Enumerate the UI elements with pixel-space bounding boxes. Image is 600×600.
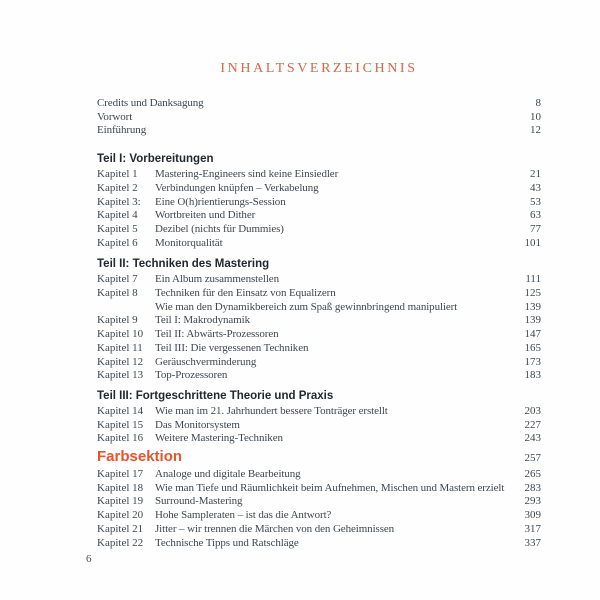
entry-page-number: 317	[524, 522, 541, 535]
chapter-title: Top-Prozessoren	[155, 369, 228, 382]
chapter-label: Kapitel 11	[97, 341, 143, 354]
chapter-title: Wie man im 21. Jahrhundert bessere Tonträger erstellt	[155, 404, 388, 417]
chapter-title: Wie man Tiefe und Räumlichkeit beim Aufnehmen, Mischen und Mastern erzielt	[155, 481, 505, 494]
toc-entry-row	[97, 468, 541, 482]
entry-page-number: 283	[524, 481, 541, 494]
chapter-label: Kapitel 21	[97, 522, 144, 535]
entry-page-number: 147	[524, 328, 541, 341]
toc-entry-row	[97, 111, 541, 125]
chapter-title: Techniken für den Einsatz von Equalizern	[155, 287, 336, 300]
chapter-title: Hohe Sampleraten – ist das die Antwort?	[155, 509, 332, 522]
entry-page-number: 309	[524, 509, 541, 522]
entry-page-number: 139	[524, 314, 541, 327]
chapter-label: Kapitel 12	[97, 355, 144, 368]
entry-title: Einführung	[97, 124, 147, 137]
toc-entry-row	[97, 237, 541, 251]
entry-page-number: 12	[530, 124, 541, 137]
entry-page-number: 293	[524, 495, 541, 508]
toc-entry-row	[97, 369, 541, 383]
entry-page-number: 21	[530, 168, 541, 181]
section-teil-3	[97, 389, 541, 446]
entry-page-number: 173	[524, 355, 541, 368]
chapter-label: Kapitel 9	[97, 314, 138, 327]
entry-page-number: 111	[525, 273, 541, 286]
chapter-label: Kapitel 19	[97, 495, 144, 508]
entry-page-number: 63	[530, 209, 541, 222]
chapter-title: Surround-Mastering	[155, 495, 243, 508]
toc-entry-row	[97, 509, 541, 523]
chapter-title: Wie man den Dynamikbereich zum Spaß gewinnbringend manipuliert	[155, 300, 458, 313]
toc-entry-row	[97, 97, 541, 111]
section-heading-farbsektion: Farbsektion	[97, 448, 183, 466]
entry-page-number: 101	[524, 236, 541, 249]
chapter-title: Ein Album zusammenstellen	[155, 273, 279, 286]
entry-page-number: 265	[524, 468, 541, 481]
entry-page-number: 77	[530, 222, 541, 235]
entry-page-number: 183	[524, 369, 541, 382]
entry-page-number: 165	[524, 341, 541, 354]
toc-entry-row	[97, 523, 541, 537]
chapter-label: Kapitel 3:	[97, 195, 141, 208]
chapter-label: Kapitel 7	[97, 273, 138, 286]
entry-page-number: 43	[530, 181, 541, 194]
toc-entry-row	[97, 168, 541, 182]
chapter-title: Jitter – wir trennen die Märchen von den Geheimnissen	[155, 522, 395, 535]
toc-entry-row	[97, 182, 541, 196]
chapter-title: Technische Tipps und Ratschläge	[155, 536, 299, 549]
toc-entry-row	[97, 419, 541, 433]
toc-entry-row	[97, 301, 541, 315]
chapter-label: Kapitel 2	[97, 181, 138, 194]
chapter-label: Kapitel 16	[97, 432, 144, 445]
section-teil-1	[97, 152, 541, 250]
toc-entry-row	[97, 273, 541, 287]
toc-entry-row	[97, 342, 541, 356]
entry-page-number: 337	[524, 536, 541, 549]
section-heading-teil-3: Teil III: Fortgeschrittene Theorie und Praxis	[97, 389, 334, 402]
toc-entry-row	[97, 495, 541, 509]
chapter-label: Kapitel 18	[97, 481, 144, 494]
chapter-label: Kapitel 4	[97, 209, 138, 222]
chapter-title: Dezibel (nichts für Dummies)	[155, 222, 284, 235]
section-farbsektion	[97, 448, 541, 550]
toc-entry-row	[97, 124, 541, 138]
entry-title: Credits und Danksagung	[97, 97, 204, 109]
farbsektion-entries	[97, 468, 541, 550]
entry-page-number: 227	[524, 418, 541, 431]
toc-entry-row	[97, 405, 541, 419]
section-heading-teil-1: Teil I: Vorbereitungen	[97, 153, 214, 166]
entry-page-number: 53	[530, 195, 541, 208]
toc-entry-row	[97, 287, 541, 301]
entry-page-number: 257	[524, 452, 541, 465]
toc-entry-row	[97, 314, 541, 328]
chapter-title: Analoge und digitale Bearbeitung	[155, 468, 301, 481]
section-heading-teil-2: Teil II: Techniken des Mastering	[97, 258, 270, 271]
toc-entry-row	[97, 223, 541, 237]
page-title: inhaltsverzeichnis	[220, 55, 418, 77]
entry-page-number: 243	[524, 432, 541, 445]
chapter-label: Kapitel 17	[97, 468, 144, 481]
toc-entry-row	[97, 196, 541, 210]
entry-page-number: 125	[524, 287, 541, 300]
toc-entry-row	[97, 328, 541, 342]
chapter-title: Verbindungen knüpfen – Verkabelung	[155, 181, 319, 194]
chapter-label: Kapitel 13	[97, 369, 144, 382]
farbsektion-heading-row	[97, 448, 541, 467]
chapter-label: Kapitel 6	[97, 236, 138, 249]
entry-page-number: 8	[535, 97, 541, 109]
chapter-label: Kapitel 1	[97, 168, 138, 181]
chapter-title: Das Monitorsystem	[155, 418, 240, 431]
chapter-label: Kapitel 10	[97, 328, 144, 341]
chapter-title: Monitorqualität	[155, 236, 223, 249]
chapter-title: Wortbreiten und Dither	[155, 209, 256, 222]
chapter-title: Teil I: Makrodynamik	[155, 314, 250, 327]
entry-page-number: 139	[524, 300, 541, 313]
toc-entry-row	[97, 482, 541, 496]
chapter-label: Kapitel 22	[97, 536, 144, 549]
chapter-label: Kapitel 8	[97, 287, 138, 300]
toc-entry-row	[97, 432, 541, 446]
chapter-title: Weitere Mastering-Techniken	[155, 432, 283, 445]
toc-entry-row	[97, 209, 541, 223]
front-matter-list	[97, 97, 541, 138]
toc-content	[97, 0, 541, 550]
chapter-title: Teil II: Abwärts-Prozessoren	[155, 328, 279, 341]
folio-page-number: 6	[86, 553, 92, 565]
toc-entry-row	[97, 537, 541, 551]
entry-page-number: 203	[524, 404, 541, 417]
chapter-title: Geräuschverminderung	[155, 355, 257, 368]
section-teil-2	[97, 257, 541, 383]
chapter-label: Kapitel 5	[97, 222, 138, 235]
chapter-label: Kapitel 14	[97, 404, 144, 417]
chapter-title: Mastering-Engineers sind keine Einsiedler	[155, 168, 339, 181]
chapter-title: Teil III: Die vergessenen Techniken	[155, 341, 309, 354]
chapter-label: Kapitel 15	[97, 418, 144, 431]
toc-entry-row	[97, 356, 541, 370]
entry-title: Vorwort	[97, 110, 133, 123]
chapter-title: Eine O(h)rientierungs-Session	[155, 195, 286, 208]
entry-page-number: 10	[530, 110, 541, 123]
chapter-label: Kapitel 20	[97, 509, 144, 522]
